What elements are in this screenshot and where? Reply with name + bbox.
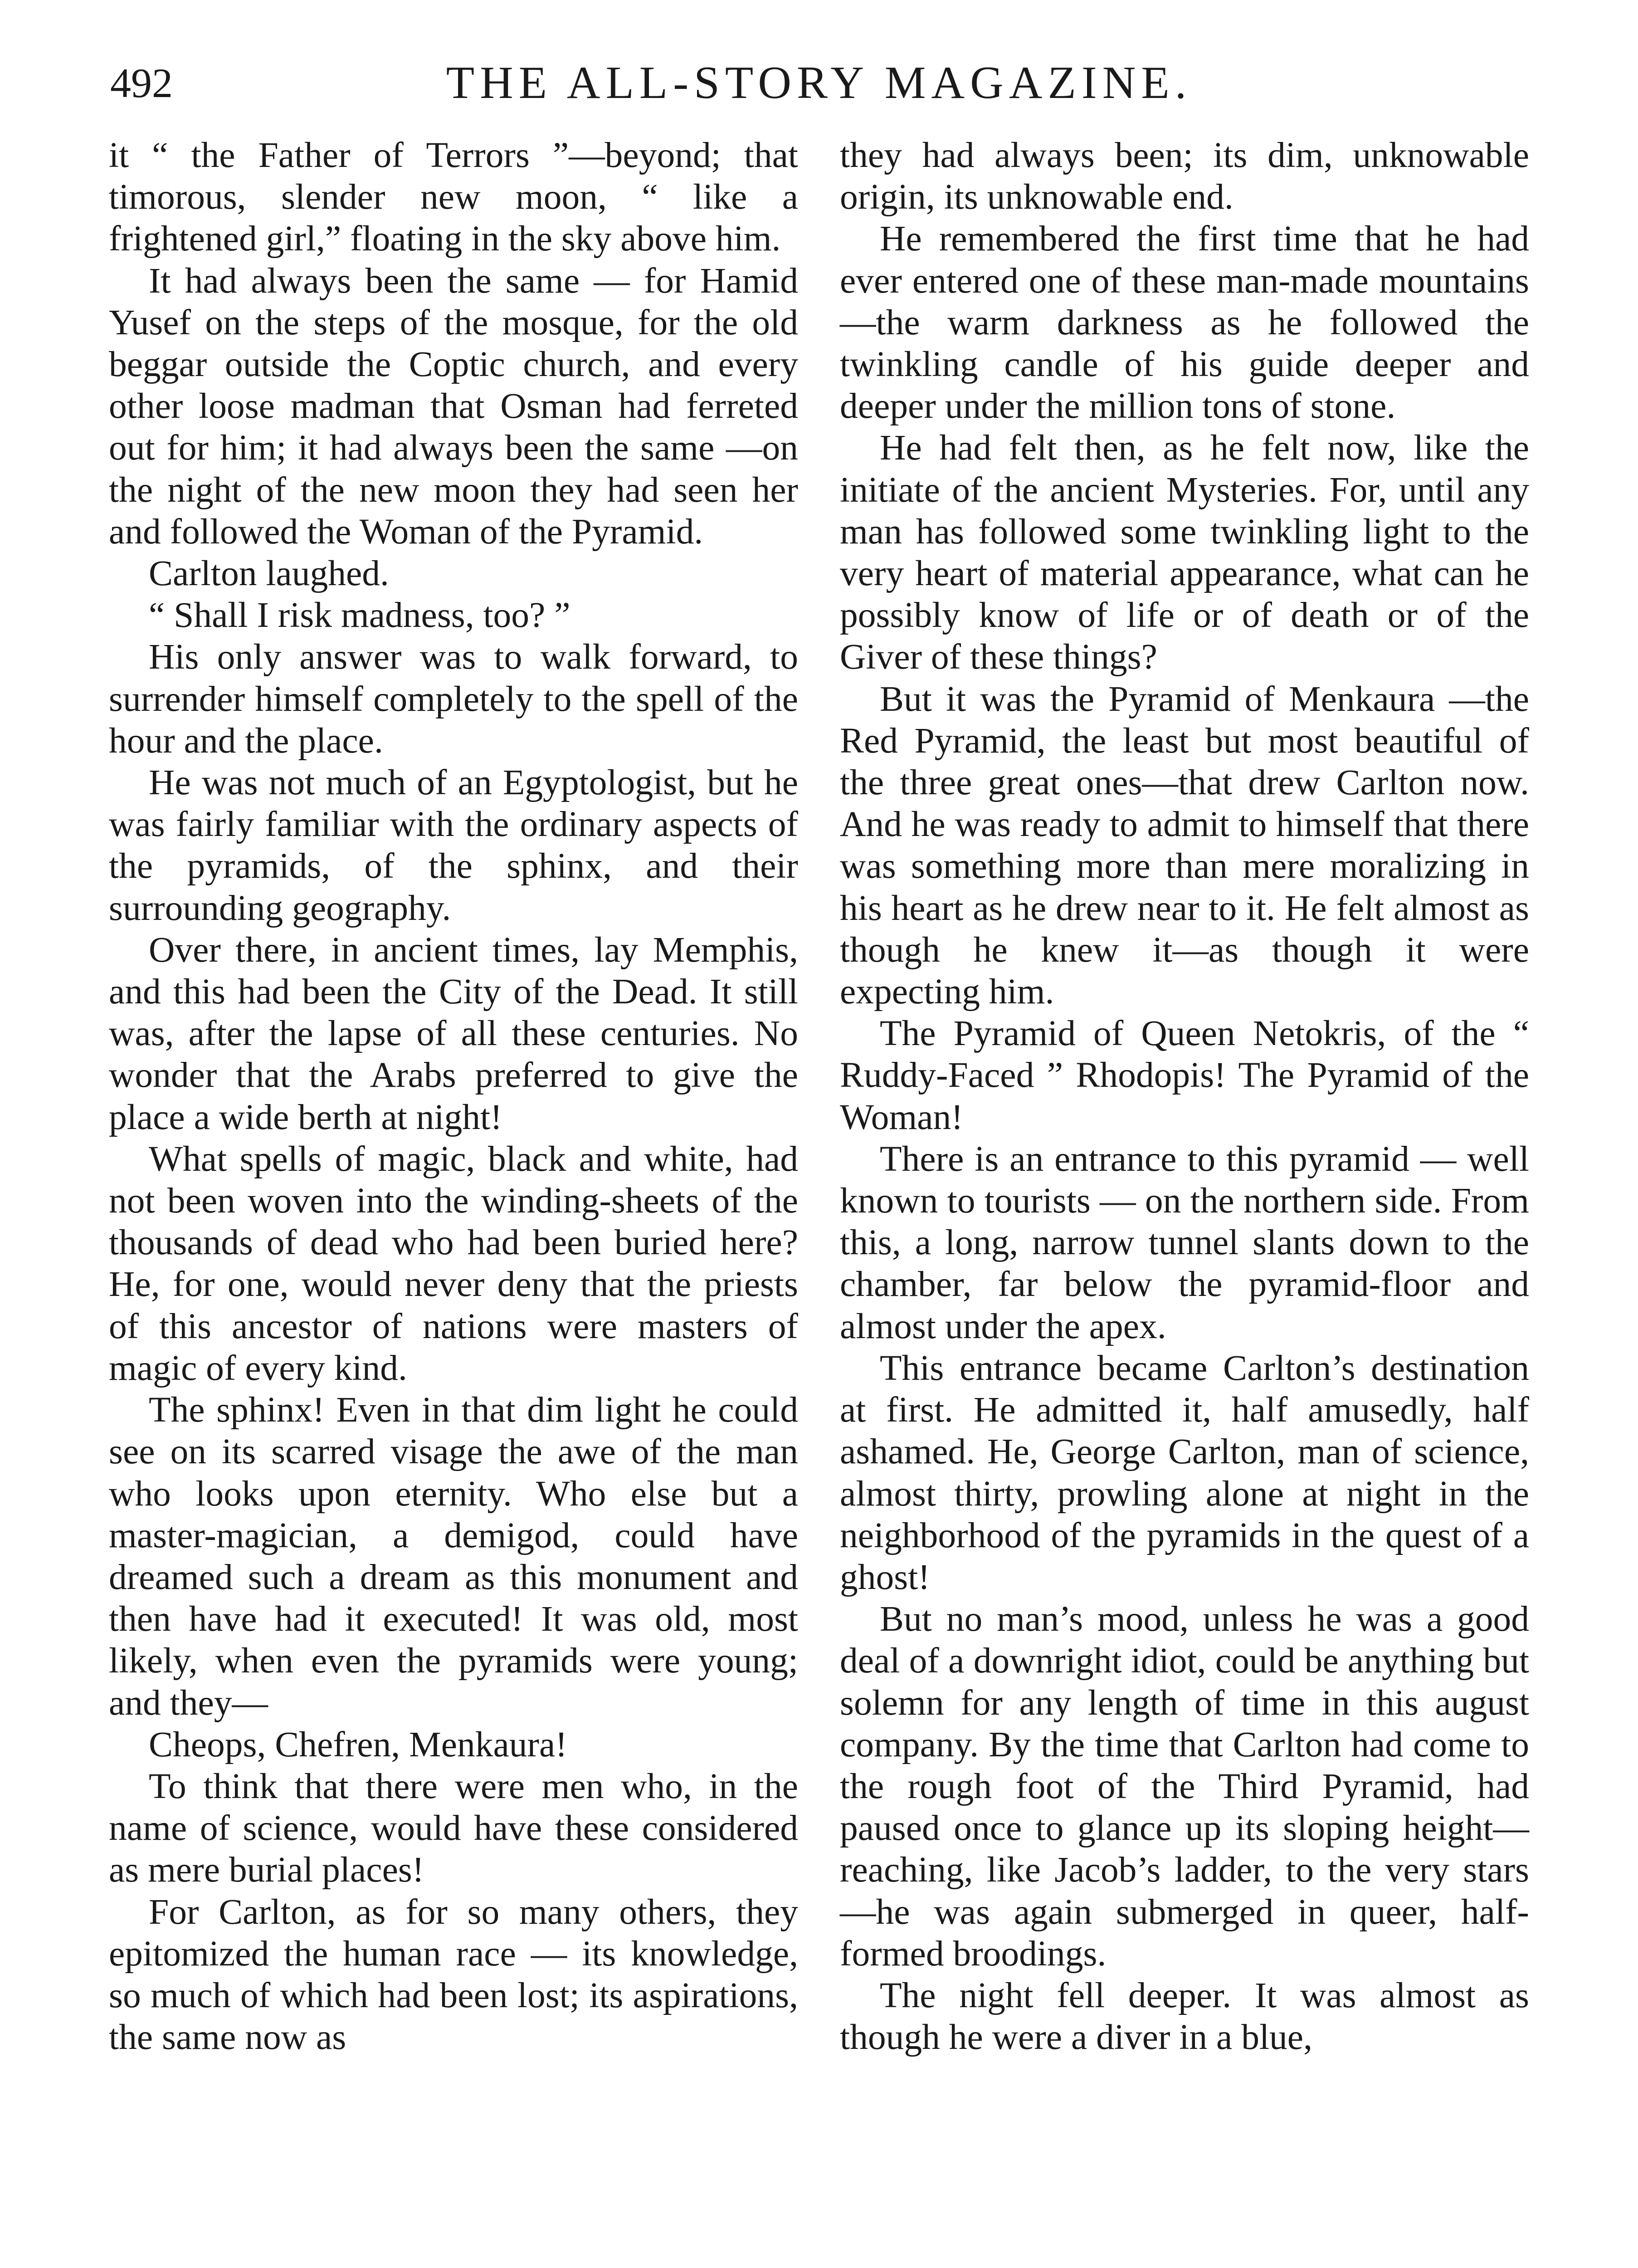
paragraph: The night fell deeper. It was almost as though he were a diver in a blue,: [840, 1975, 1529, 2058]
left-column: [109, 134, 798, 2058]
paragraph: He was not much of an Egyptologist, but he was fairly familiar with the ordinary aspects of the pyramids, of the sphinx, and their surrounding geography.: [109, 763, 798, 928]
running-title: THE ALL-STORY MAGAZINE.: [446, 57, 1192, 108]
paragraph: He remembered the first time that he had ever entered one of these man-made mountains—the warm darkness as he followed the twinkling candle of his guide deeper and deeper under the million tons of stone.: [840, 219, 1529, 426]
paragraph: Carlton laughed.: [149, 553, 389, 594]
paragraph: His only answer was to walk forward, to surrender himself completely to the spell of the hour and the place.: [109, 637, 798, 761]
paragraph: He had felt then, as he felt now, like the initiate of the ancient Mysteries. For, until any man has followed some twinkling light to the very heart of material appearance, what can he possibly know of life or of death or of the Giver of these things?: [840, 428, 1529, 677]
paragraph: The sphinx! Even in that dim light he could see on its scarred visage the awe of the man who looks upon eternity. Who else but a master-magician, a demigod, could have dreamed such a dream as this monument and then have had it executed! It was old, most likely, when even the pyramids were young; and they—: [109, 1390, 798, 1723]
paragraph: Over there, in ancient times, lay Memphis, and this had been the City of the Dead. It still was, after the lapse of all these centuries. No wonder that the Arabs preferred to give the place a wide berth at night!: [109, 929, 798, 1137]
paragraph: But no man’s mood, unless he was a good deal of a downright idiot, could be anything but solemn for any length of time in this august company. By the time that Carlton had come to the rough foot of the Third Pyramid, had paused once to glance up its sloping height—reaching, like Jacob’s ladder, to the very stars—he was again submerged in queer, half-formed broodings.: [840, 1599, 1529, 1974]
right-column: [840, 134, 1529, 2058]
paragraph: The Pyramid of Queen Netokris, of the “ Ruddy-Faced ” Rhodopis! The Pyramid of the Woman!: [840, 1013, 1529, 1137]
paragraph: To think that there were men who, in the name of science, would have these considered as mere burial places!: [109, 1766, 798, 1890]
paragraph: “ Shall I risk madness, too? ”: [149, 595, 570, 635]
paragraph: It had always been the same — for Hamid Yusef on the steps of the mosque, for the old beggar outside the Coptic church, and every other loose madman that Osman had ferreted out for him; it had always been the same —on the night of the new moon they had seen her and followed the Woman of the Pyramid.: [109, 260, 798, 552]
paragraph: This entrance became Carlton’s destination at first. He admitted it, half amusedly, half ashamed. He, George Carlton, man of science, almost thirty, prowling alone at night in the neighborhood of the pyramids in the quest of a ghost!: [840, 1348, 1529, 1597]
paragraph: it “ the Father of Terrors ”—beyond; that timorous, slender new moon, “ like a frightened girl,” floating in the sky above him.: [109, 135, 798, 259]
paragraph: There is an entrance to this pyramid — well known to tourists — on the northern side. From this, a long, narrow tunnel slants down to the chamber, far below the pyramid-floor and almost under the apex.: [840, 1139, 1529, 1346]
paragraph: What spells of magic, black and white, had not been woven into the winding-sheets of the thousands of dead who had been buried here? He, for one, would never deny that the priests of this ancestor of nations were masters of magic of every kind.: [109, 1139, 798, 1388]
paragraph: they had always been; its dim, unknowable origin, its unknowable end.: [840, 135, 1529, 217]
page-header: [0, 54, 1638, 112]
paragraph: For Carlton, as for so many others, they epitomized the human race — its knowledge, so much of which had been lost; its aspirations, the same now as: [109, 1892, 798, 2058]
page-number: 492: [110, 60, 173, 106]
paragraph: But it was the Pyramid of Menkaura —the Red Pyramid, the least but most beautiful of the three great ones—that drew Carlton now. And he was ready to admit to himself that there was something more than mere moralizing in his heart as he drew near to it. He felt almost as though he knew it—as though it were expecting him.: [840, 679, 1529, 1012]
paragraph: Cheops, Chefren, Menkaura!: [149, 1724, 567, 1765]
